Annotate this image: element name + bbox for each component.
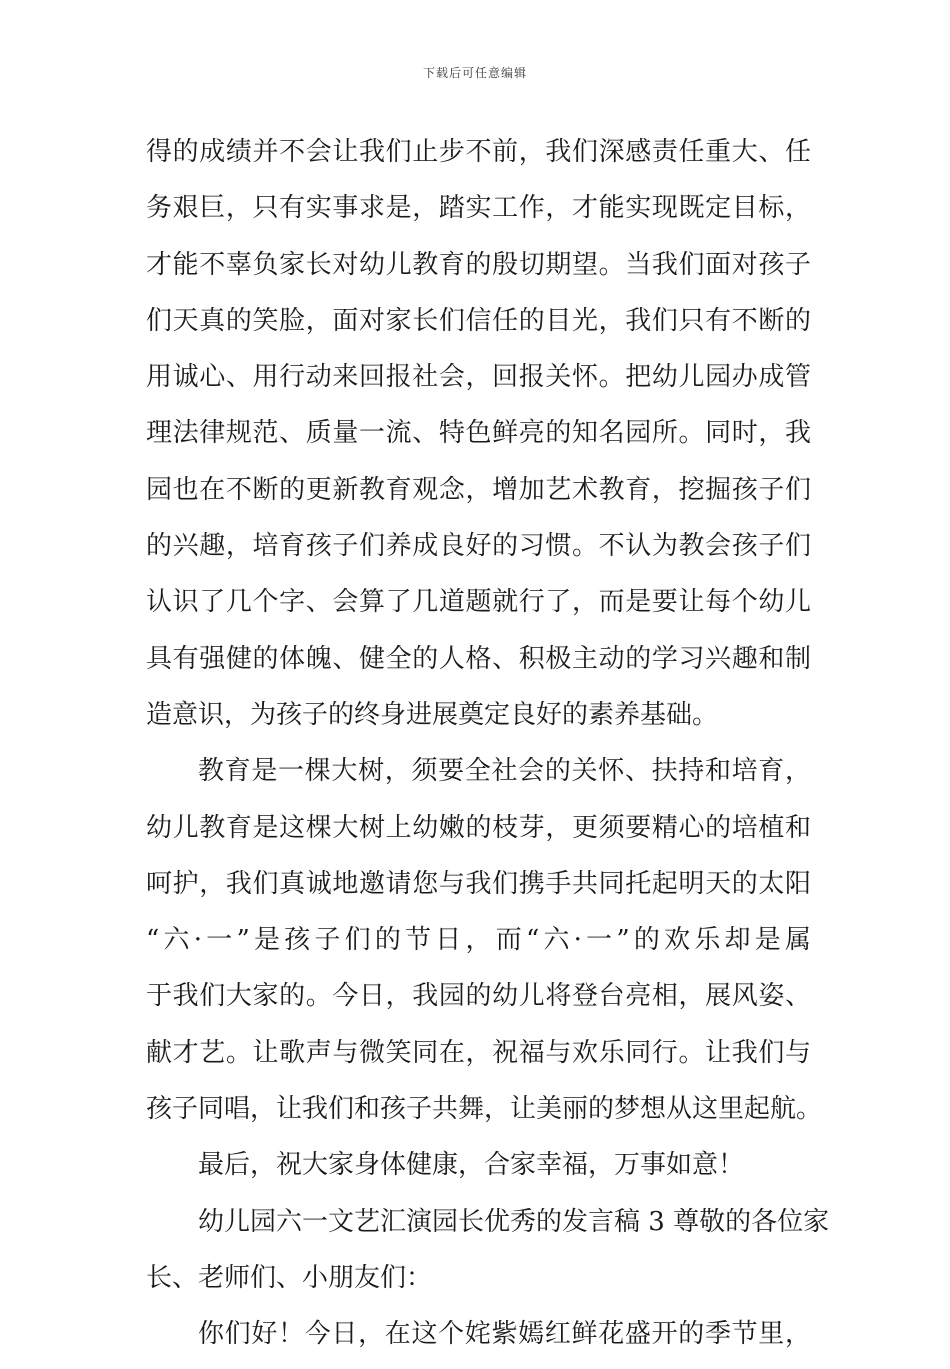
text-line: 孩子同唱，让我们和孩子共舞，让美丽的梦想从这里起航。 — [146, 1094, 823, 1125]
text-line: 于我们大家的。今日，我园的幼儿将登台亮相，展风姿、 — [146, 981, 811, 1012]
text-line: 理法律规范、质量一流、特色鲜亮的知名园所。同时，我 — [146, 418, 811, 449]
page-header: 下载后可任意编辑 — [422, 66, 527, 80]
text-line: 才能不辜负家长对幼儿教育的殷切期望。当我们面对孩子 — [146, 249, 811, 280]
text-line: 得的成绩并不会让我们止步不前，我们深感责任重大、任 — [146, 137, 811, 167]
text-line: 幼儿教育是这棵大树上幼嫩的枝芽，更须要精心的培植和 — [146, 812, 811, 843]
text-line: 认识了几个字、会算了几道题就行了，而是要让每个幼儿 — [146, 587, 811, 618]
text-line: “六·一”是孩子们的节日，而“六·一”的欢乐却是属 — [146, 925, 811, 956]
text-line: 呵护，我们真诚地邀请您与我们携手共同托起明天的太阳 — [146, 868, 811, 899]
text-line: 最后，祝大家身体健康，合家幸福，万事如意！ — [198, 1150, 745, 1181]
text-line: 务艰巨，只有实事求是，踏实工作，才能实现既定目标， — [146, 193, 811, 224]
text-line: 的兴趣，培育孩子们养成良好的习惯。不认为教会孩子们 — [146, 531, 811, 562]
text-line: 们天真的笑脸，面对家长们信任的目光，我们只有不断的 — [146, 305, 811, 336]
text-line: 献才艺。让歌声与微笑同在，祝福与欢乐同行。让我们与 — [146, 1037, 811, 1068]
text-line: 你们好！今日，在这个姹紫嫣红鲜花盛开的季节里， — [198, 1319, 811, 1350]
document-body — [146, 130, 830, 1369]
text-line: 造意识，为孩子的终身进展奠定良好的素养基础。 — [146, 699, 719, 730]
text-line: 教育是一棵大树，须要全社会的关怀、扶持和培育， — [198, 756, 811, 787]
text-line: 具有强健的体魄、健全的人格、积极主动的学习兴趣和制 — [146, 643, 811, 674]
text-line: 园也在不断的更新教育观念，增加艺术教育，挖掘孩子们 — [146, 474, 811, 505]
text-line: 长、老师们、小朋友们： — [146, 1262, 433, 1293]
text-line: 用诚心、用行动来回报社会，回报关怀。把幼儿园办成管 — [146, 362, 811, 393]
text-line: 幼儿园六一文艺汇演园长优秀的发言稿 3 尊敬的各位家 — [198, 1206, 830, 1237]
